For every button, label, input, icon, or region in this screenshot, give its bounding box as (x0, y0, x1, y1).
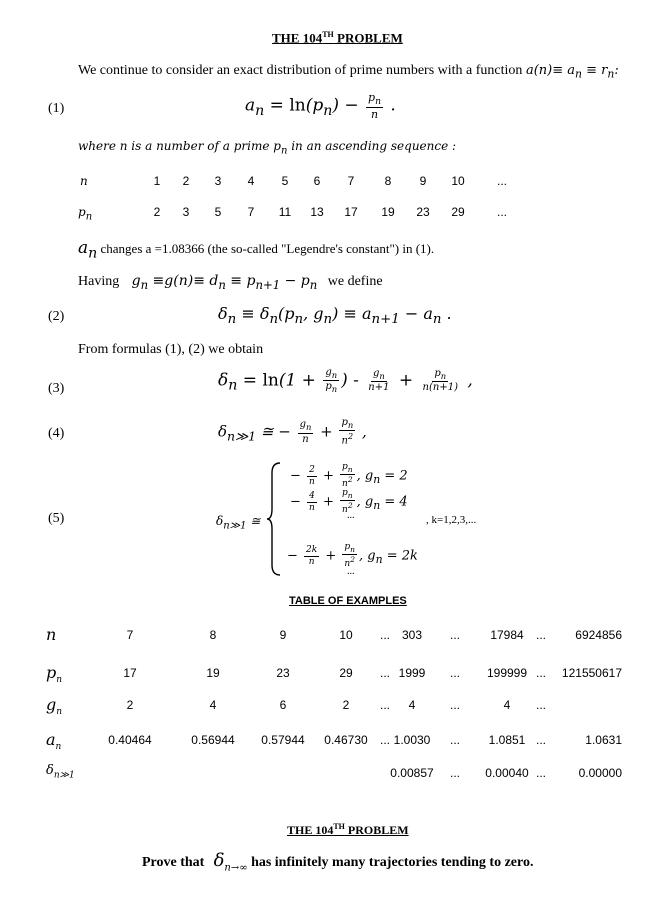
examples-cell-p-6: ... (449, 666, 460, 680)
examples-cell-g-2: 6 (279, 698, 287, 712)
examples-cell-n-9: 6924856 (575, 628, 622, 642)
examples-cell-n-0: 7 (126, 628, 134, 642)
examples-cell-n-6: ... (449, 628, 460, 642)
seq-p-cell-10: ... (496, 205, 507, 219)
equation-3: $\delta_n = \ln(1$ + $\frac{g_n}{p_n}$ ) - $\frac{g_n}{n+1}$ + $\frac{p_n}{n(n+1)}$ , (218, 367, 473, 395)
having-line: Having $g_n \equiv g(n)\equiv d_n \equiv p_{n+1} - p_n$ we define (78, 273, 383, 292)
seq-p-cell-1: 3 (182, 205, 190, 219)
examples-cell-a-7: 1.0851 (488, 733, 526, 747)
seq-p-cell-3: 7 (247, 205, 255, 219)
intro-line: We continue to consider an exact distribution of prime numbers with a function $a(n)\equiv a_n \equiv r_n$: (78, 63, 619, 81)
seq-p-cell-7: 19 (381, 205, 395, 219)
seq-p-cell-5: 13 (310, 205, 324, 219)
case-line-1: − $\frac{2}{n}$ + $\frac{p_n}{n^2}$ , $g_n = 2$ (290, 462, 408, 490)
examples-cell-d-8: ... (535, 766, 546, 780)
page-title: THE 104TH PROBLEM (272, 30, 403, 46)
examples-cell-n-3: 10 (339, 628, 353, 642)
examples-cell-n-2: 9 (279, 628, 287, 642)
seq-n-cell-6: 7 (347, 174, 355, 188)
examples-cell-p-7: 199999 (486, 666, 528, 680)
seq-p-cell-6: 17 (344, 205, 358, 219)
seq-n-cell-1: 2 (182, 174, 190, 188)
seq-p-cell-2: 5 (214, 205, 222, 219)
examples-label-text-a: a (46, 730, 56, 749)
examples-label-text-d: δ (46, 763, 54, 778)
prove-line: Prove that $\delta_{n\to\infty}$ has infinitely many trajectories tending to zero. (142, 850, 534, 874)
examples-label-n (46, 625, 56, 644)
examples-cell-d-5: 0.00857 (390, 766, 434, 780)
seq-n-cell-7: 8 (384, 174, 392, 188)
examples-cell-p-1: 19 (206, 666, 220, 680)
examples-title: TABLE OF EXAMPLES (289, 595, 407, 607)
seq-n-cell-10: ... (496, 174, 507, 188)
seq-n-cell-2: 3 (214, 174, 222, 188)
seq-p-label: $p_n$ (78, 205, 93, 223)
eq1-number: (1) (48, 101, 65, 116)
examples-cell-n-1: 8 (209, 628, 217, 642)
brace-icon (266, 461, 282, 577)
seq-n-cell-0: 1 (153, 174, 161, 188)
examples-cell-n-5: 303 (401, 628, 423, 642)
examples-cell-g-6: ... (449, 698, 460, 712)
examples-cell-g-5: 4 (408, 698, 416, 712)
case-ellipsis-2: ... (347, 566, 355, 577)
examples-label-text-n: n (46, 625, 57, 644)
equation-5-lhs: $\delta_{n≫1}$ ≅ (216, 514, 261, 532)
seq-p-cell-9: 29 (451, 205, 465, 219)
examples-cell-a-6: ... (449, 733, 460, 747)
seq-n-cell-9: 10 (451, 174, 465, 188)
case-line-3: − $\frac{2k}{n}$ + $\frac{p_n}{n^2}$ , $g_n = 2k$ (287, 542, 418, 570)
examples-label-text-p: p (46, 663, 57, 682)
equation-1: $a_n = \ln(p_n)$ − $\frac{p_n}{n}$ . (245, 91, 396, 122)
examples-label-a: $a_n$ (46, 730, 62, 753)
examples-cell-g-3: 2 (342, 698, 350, 712)
examples-label-p: $p_n$ (46, 663, 63, 686)
examples-cell-a-2: 0.57944 (261, 733, 305, 747)
examples-cell-g-8: ... (535, 698, 546, 712)
seq-p-cell-8: 23 (416, 205, 430, 219)
examples-cell-a-4: ... (379, 733, 390, 747)
eq3-number: (3) (48, 381, 65, 396)
seq-p-cell-4: 11 (278, 205, 292, 219)
case-line-2: − $\frac{4}{n}$ + $\frac{p_n}{n^2}$ , $g_n = 4$ (290, 488, 408, 516)
examples-cell-p-2: 23 (276, 666, 290, 680)
examples-cell-g-4: ... (379, 698, 390, 712)
examples-cell-p-5: 1999 (398, 666, 426, 680)
examples-cell-d-7: 0.00040 (485, 766, 529, 780)
seq-n-cell-5: 6 (313, 174, 321, 188)
eq2-number: (2) (48, 309, 65, 324)
equation-2: $\delta_n \equiv \delta_n(p_n$, $g_n) \equiv a_{n+1} - a_n$ . (218, 304, 452, 328)
examples-cell-a-8: ... (535, 733, 546, 747)
examples-cell-g-7: 4 (503, 698, 511, 712)
examples-cell-p-0: 17 (123, 666, 137, 680)
where-line: where n is a number of a prime $p_n$ in an ascending sequence : (78, 139, 457, 157)
eq5-number: (5) (48, 511, 65, 526)
examples-cell-n-7: 17984 (490, 628, 524, 642)
examples-cell-p-3: 29 (339, 666, 353, 680)
examples-label-d: $\delta_{n≫1}$ (46, 763, 75, 781)
examples-cell-a-1: 0.56944 (191, 733, 235, 747)
seq-p-cell-0: 2 (153, 205, 161, 219)
case-ellipsis-1: ... (347, 510, 355, 521)
legendre-line: $a_n$ changes a =1.08366 (the so-called "Legendre's constant") in (1). (78, 238, 435, 262)
footer-title: THE 104TH PROBLEM (287, 822, 409, 837)
examples-cell-g-1: 4 (209, 698, 217, 712)
examples-cell-n-4: ... (379, 628, 390, 642)
examples-cell-a-0: 0.40464 (108, 733, 152, 747)
examples-cell-p-9: 121550617 (561, 666, 622, 680)
examples-cell-a-9: 1.0631 (585, 733, 622, 747)
seq-n-cell-3: 4 (247, 174, 255, 188)
examples-label-text-g: g (46, 695, 57, 714)
from-formulas-line: From formulas (1), (2) we obtain (78, 342, 264, 357)
examples-cell-a-5: 1.0030 (393, 733, 431, 747)
examples-cell-p-4: ... (379, 666, 390, 680)
examples-cell-d-9: 0.00000 (578, 766, 622, 780)
seq-n-cell-4: 5 (281, 174, 289, 188)
seq-n-label: n (80, 174, 88, 188)
examples-cell-n-8: ... (535, 628, 546, 642)
k-range: , k=1,2,3,... (426, 514, 477, 526)
examples-cell-a-3: 0.46730 (324, 733, 368, 747)
examples-cell-d-6: ... (449, 766, 460, 780)
seq-n-cell-8: 9 (419, 174, 427, 188)
equation-4: $\delta_{n≫1}$ ≅ − $\frac{g_n}{n}$ + $\frac{p_n}{n^2}$ , (218, 417, 367, 447)
examples-label-g: $g_n$ (46, 695, 63, 718)
examples-cell-g-0: 2 (126, 698, 134, 712)
eq4-number: (4) (48, 426, 65, 441)
examples-cell-p-8: ... (535, 666, 546, 680)
